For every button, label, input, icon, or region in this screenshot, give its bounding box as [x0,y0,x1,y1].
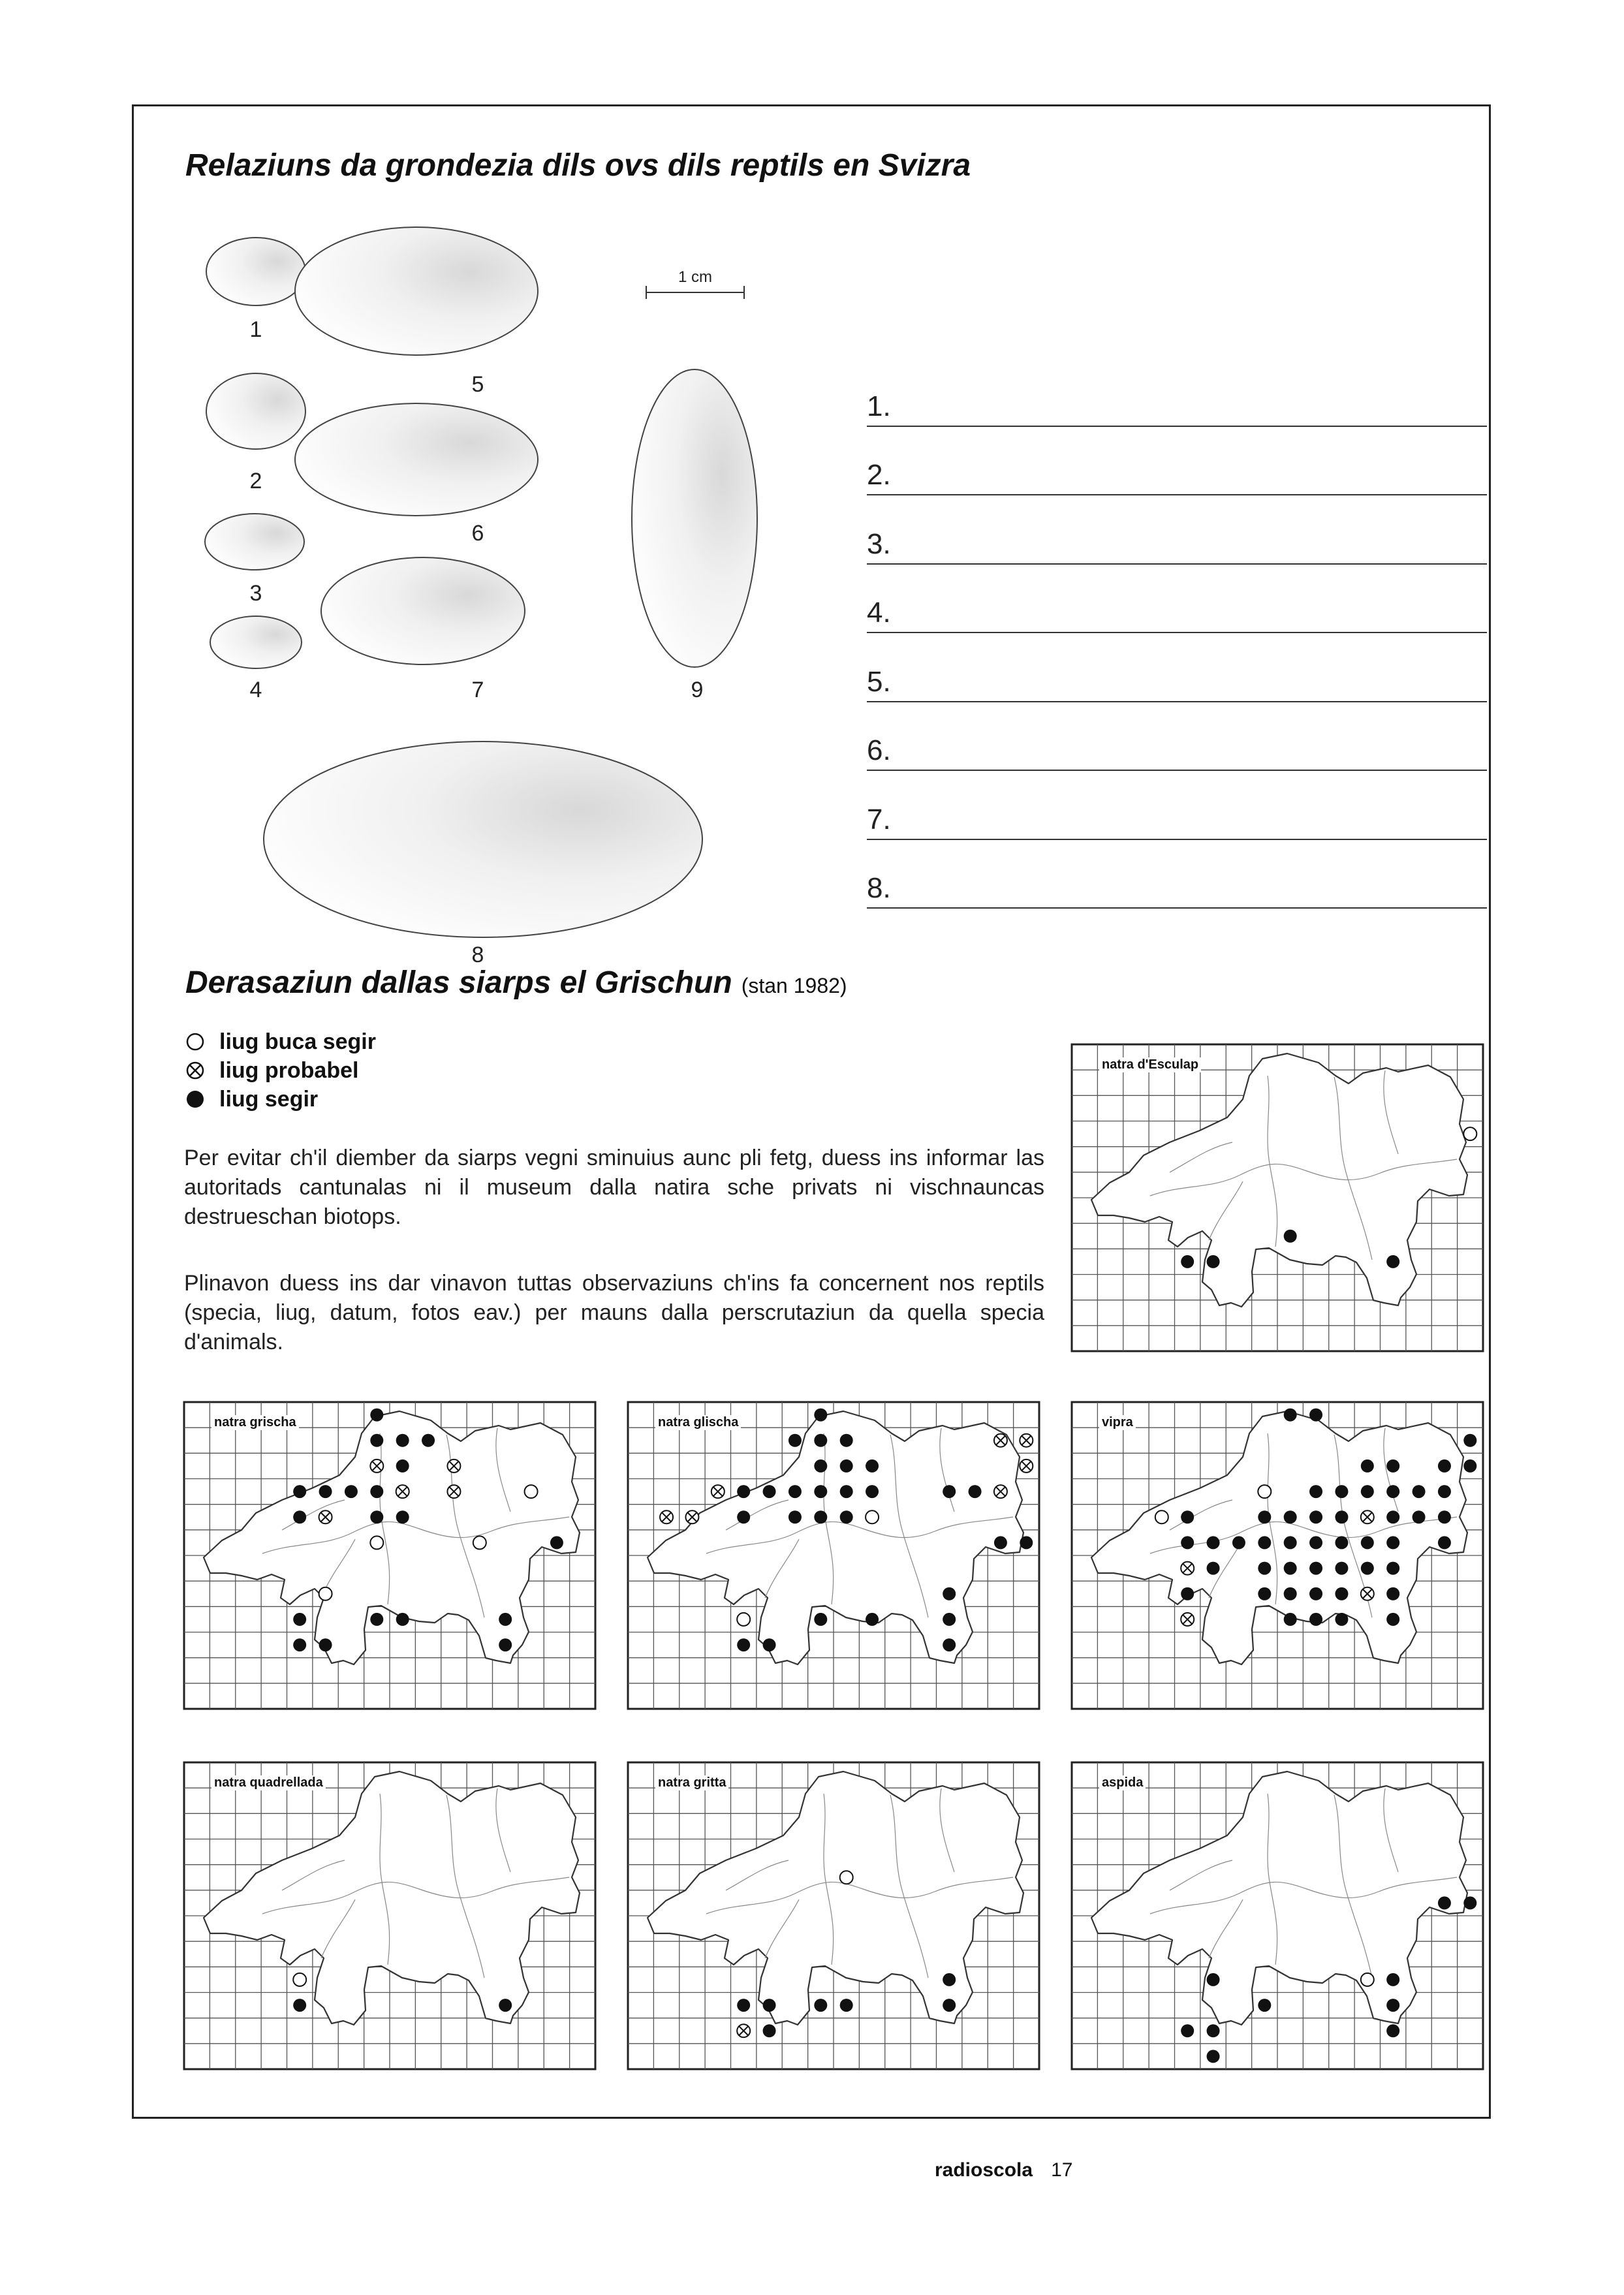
egg-label-7: 7 [471,678,484,702]
certain-location-dot [840,1510,853,1523]
egg-1 [206,238,305,305]
certain-location-dot [969,1485,982,1498]
certain-location-dot [396,1434,409,1447]
certain-location-dot [1258,1587,1271,1600]
egg-label-6: 6 [471,521,484,546]
certain-location-dot [1284,1409,1297,1422]
probable-location-dot [1181,1613,1194,1626]
certain-location-dot [1181,1536,1194,1549]
certain-location-dot [1181,1510,1194,1523]
paragraph-protection: Per evitar ch'il diember da siarps vegni sminuius aunc pli fetg, duess ins informar las autoritads cantunalas ni il museum dalla natira sche privats ni vischnauncas destrueschan biotops. [184,1146,1044,1229]
egg-label-1: 1 [249,317,262,342]
certain-location-dot [814,1510,827,1523]
answer-number: 1. [867,390,891,422]
certain-location-dot [840,1999,853,2012]
probable-location-dot [685,1510,698,1523]
certain-location-dot [499,1638,512,1651]
certain-location-dot [1438,1485,1451,1498]
legend-row-possible [184,1027,376,1056]
certain-location-dot [840,1485,853,1498]
answer-line-8[interactable] [867,840,1487,909]
legend-label-possible: liug buca segir [219,1029,376,1054]
legend-row-certain [184,1085,376,1114]
open-circle-icon [184,1031,206,1053]
egg-9 [632,369,757,667]
egg-8 [264,742,702,937]
certain-location-dot [1335,1587,1348,1600]
probable-location-dot [447,1460,460,1473]
certain-location-dot [1386,1536,1399,1549]
egg-label-4: 4 [249,678,262,702]
certain-location-dot [814,1999,827,2012]
certain-location-dot [1309,1587,1322,1600]
probable-location-dot [396,1485,409,1498]
page-footer [935,2159,1072,2181]
egg-6 [295,403,538,516]
certain-location-dot [1361,1460,1374,1473]
certain-location-dot [763,1638,776,1651]
certain-location-dot [789,1510,802,1523]
probable-location-dot [1361,1510,1374,1523]
certain-location-dot [789,1485,802,1498]
certain-location-dot [396,1510,409,1523]
certain-location-dot [1361,1562,1374,1575]
certain-location-dot [1207,1536,1220,1549]
certain-location-dot [1284,1562,1297,1575]
certain-location-dot [293,1999,306,2012]
possible-location-dot [370,1536,383,1549]
certain-location-dot [737,1485,750,1498]
certain-location-dot [550,1536,563,1549]
certain-location-dot [1386,1460,1399,1473]
certain-location-dot [1207,1562,1220,1575]
possible-location-dot [525,1485,538,1498]
certain-location-dot [1309,1613,1322,1626]
certain-location-dot [1335,1613,1348,1626]
certain-location-dot [840,1460,853,1473]
possible-location-dot [1463,1127,1476,1140]
certain-location-dot [1284,1536,1297,1549]
certain-location-dot [370,1613,383,1626]
probable-location-dot [660,1510,673,1523]
answer-number: 8. [867,872,891,904]
possible-location-dot [1155,1510,1168,1523]
certain-location-dot [789,1434,802,1447]
certain-location-dot [1386,1562,1399,1575]
certain-location-dot [422,1434,435,1447]
certain-location-dot [994,1536,1007,1549]
certain-location-dot [814,1460,827,1473]
certain-location-dot [1207,2050,1220,2063]
certain-location-dot [1181,1587,1194,1600]
map-species-label: natra gritta [655,1775,728,1790]
possible-location-dot [866,1510,879,1523]
section-title-egg-sizes: Relaziuns da grondezia dils ovs dils reptils en Svizra [185,148,971,183]
answer-line-6[interactable] [867,702,1487,772]
possible-location-dot [319,1587,332,1600]
certain-location-dot [293,1485,306,1498]
certain-location-dot [1258,1562,1271,1575]
certain-location-dot [943,1638,956,1651]
certain-location-dot [293,1638,306,1651]
legend-row-probable [184,1056,376,1085]
certain-location-dot [1463,1460,1476,1473]
certain-location-dot [396,1460,409,1473]
egg-label-3: 3 [249,581,262,606]
certain-location-dot [763,1999,776,2012]
paragraph-observations: Plinavon duess ins dar vinavon tuttas observaziuns ch'ins fa concernent nos reptils (specia, liug, datum, fotos eav.) per mauns dalla perscrutaziun da quella specia d'animals. [184,1271,1044,1354]
certain-location-dot [293,1613,306,1626]
answer-line-1[interactable] [867,358,1487,427]
probable-location-dot [711,1485,725,1498]
certain-location-dot [1463,1896,1476,1909]
certain-location-dot [345,1485,358,1498]
certain-location-dot [1181,2024,1194,2037]
probable-location-dot [1020,1460,1033,1473]
certain-location-dot [1386,1510,1399,1523]
certain-location-dot [1258,1999,1271,2012]
certain-location-dot [1335,1562,1348,1575]
certain-location-dot [866,1485,879,1498]
egg-7 [321,557,525,664]
possible-location-dot [840,1871,853,1884]
map-species-label: aspida [1099,1775,1146,1790]
probable-location-dot [994,1485,1007,1498]
egg-label-5: 5 [471,372,484,397]
certain-location-dot [1284,1230,1297,1243]
answer-line-3[interactable] [867,495,1487,565]
answer-number: 7. [867,803,891,835]
certain-location-dot [1309,1510,1322,1523]
egg-4 [210,616,302,668]
answer-number: 3. [867,527,891,560]
map-asp-viper [1072,1762,1483,2069]
answer-line-7[interactable] [867,771,1487,840]
certain-location-dot [1207,1973,1220,1986]
certain-location-dot [1361,1536,1374,1549]
distribution-subtitle: (stan 1982) [741,974,847,997]
certain-location-dot [814,1434,827,1447]
map-smooth-snake [628,1402,1039,1709]
certain-location-dot [370,1434,383,1447]
possible-location-dot [737,1613,750,1626]
probable-location-dot [1181,1562,1194,1575]
probable-location-dot [319,1510,332,1523]
certain-location-dot [1335,1510,1348,1523]
certain-location-dot [1386,1485,1399,1498]
certain-location-dot [499,1613,512,1626]
egg-label-2: 2 [249,469,262,493]
possible-location-dot [293,1973,306,1986]
answer-number: 5. [867,665,891,698]
certain-location-dot [1309,1409,1322,1422]
certain-location-dot [370,1409,383,1422]
certain-location-dot [763,2024,776,2037]
certain-location-dot [763,1485,776,1498]
certain-location-dot [1335,1485,1348,1498]
certain-location-dot [1413,1510,1426,1523]
egg-label-8: 8 [471,943,484,966]
probable-location-dot [994,1434,1007,1447]
scale-label: 1 cm [678,268,713,286]
answer-line-2[interactable] [867,427,1487,496]
certain-location-dot [1181,1255,1194,1268]
possible-location-dot [1258,1485,1271,1498]
certain-location-dot [866,1613,879,1626]
answer-line-5[interactable] [867,633,1487,702]
certain-location-dot [1386,1613,1399,1626]
map-species-label: vipra [1099,1415,1136,1430]
certain-location-dot [1309,1485,1322,1498]
map-aesculapian-snake [1072,1044,1483,1351]
certain-location-dot [370,1510,383,1523]
certain-location-dot [943,1999,956,2012]
certain-location-dot [814,1613,827,1626]
distribution-title: Derasaziun dallas siarps el Grischun [185,965,732,1000]
certain-location-dot [1258,1510,1271,1523]
certain-location-dot [1284,1613,1297,1626]
certain-location-dot [1284,1510,1297,1523]
certain-location-dot [943,1973,956,1986]
certain-location-dot [1258,1536,1271,1549]
certain-location-dot [737,1999,750,2012]
egg-2 [206,373,305,449]
answer-number: 6. [867,734,891,766]
section-title-distribution [185,965,847,1001]
certain-location-dot [1438,1510,1451,1523]
answer-number: 4. [867,597,891,629]
certain-location-dot [1386,2024,1399,2037]
certain-location-dot [499,1999,512,2012]
certain-location-dot [1438,1460,1451,1473]
certain-location-dot [943,1485,956,1498]
egg-label-9: 9 [691,678,704,702]
certain-location-dot [293,1510,306,1523]
answer-lines [867,358,1487,909]
certain-location-dot [1020,1536,1033,1549]
map-species-label: natra grischa [211,1415,299,1430]
certain-location-dot [1309,1536,1322,1549]
certain-location-dot [866,1460,879,1473]
legend-label-certain: liug segir [219,1087,319,1112]
crossed-circle-icon [184,1059,206,1082]
certain-location-dot [840,1434,853,1447]
map-adder [1072,1402,1483,1709]
map-species-label: natra quadrellada [211,1775,326,1790]
answer-number: 2. [867,459,891,491]
certain-location-dot [1361,1485,1374,1498]
certain-location-dot [1232,1536,1245,1549]
filled-circle-icon [184,1088,206,1110]
certain-location-dot [1463,1434,1476,1447]
certain-location-dot [943,1613,956,1626]
egg-3 [205,514,304,570]
certain-location-dot [1207,2024,1220,2037]
certain-location-dot [319,1485,332,1498]
certain-location-dot [1386,1999,1399,2012]
probable-location-dot [737,2024,750,2037]
certain-location-dot [737,1638,750,1651]
certain-location-dot [814,1409,827,1422]
certain-location-dot [1386,1587,1399,1600]
possible-location-dot [1361,1973,1374,1986]
certain-location-dot [1386,1255,1399,1268]
certain-location-dot [396,1613,409,1626]
map-species-label: natra glischa [655,1415,741,1430]
certain-location-dot [1207,1255,1220,1268]
certain-location-dot [1438,1536,1451,1549]
probable-location-dot [1361,1587,1374,1600]
certain-location-dot [737,1510,750,1523]
probable-location-dot [370,1460,383,1473]
possible-location-dot [473,1536,486,1549]
certain-location-dot [1284,1587,1297,1600]
map-legend [184,1027,376,1114]
probable-location-dot [1020,1434,1033,1447]
certain-location-dot [1335,1536,1348,1549]
certain-location-dot [1413,1485,1426,1498]
certain-location-dot [943,1587,956,1600]
certain-location-dot [1309,1562,1322,1575]
certain-location-dot [319,1638,332,1651]
map-slow-worm [628,1762,1039,2069]
certain-location-dot [1386,1973,1399,1986]
egg-5 [295,227,538,355]
legend-label-probable: liug probabel [219,1058,359,1083]
probable-location-dot [447,1485,460,1498]
egg-size-figure [176,222,829,966]
certain-location-dot [814,1485,827,1498]
map-dice-snake [184,1762,595,2069]
scale-bar [646,268,744,299]
map-species-label: natra d'Esculap [1099,1057,1201,1072]
footer-brand: radioscola [935,2159,1033,2181]
page-number: 17 [1051,2159,1073,2181]
map-grass-snake [184,1402,595,1709]
answer-line-4[interactable] [867,565,1487,634]
certain-location-dot [370,1485,383,1498]
certain-location-dot [1438,1896,1451,1909]
